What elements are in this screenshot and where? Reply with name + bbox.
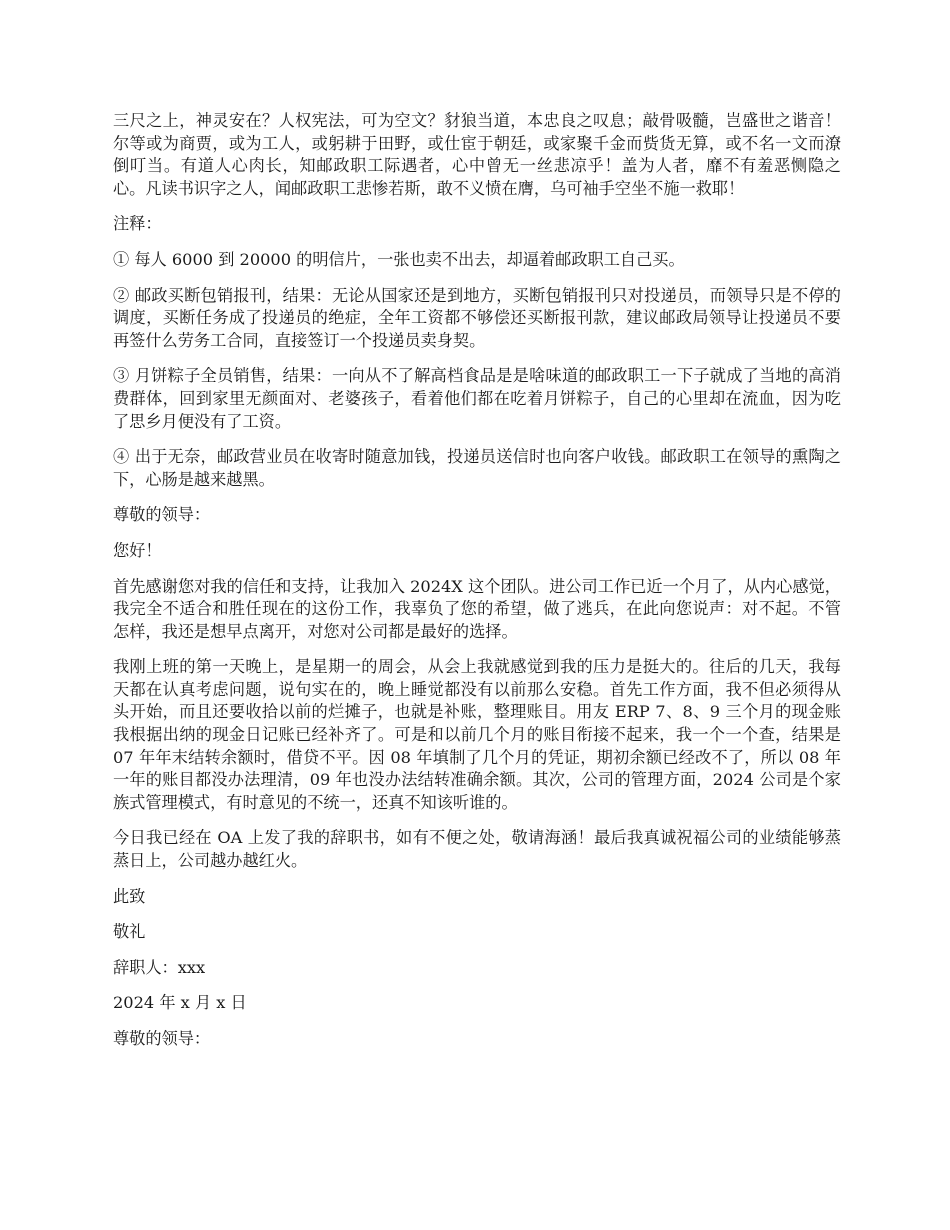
signature-name: 辞职人：xxx [113, 957, 206, 977]
greeting: 您好！ [113, 540, 162, 560]
salutation: 尊敬的领导： [113, 505, 211, 525]
note-item-2: ② 邮政买断包销报刊，结果：无论从国家还是到地方，买断包销报刊只对投递员，而领导只是不停的调度，买断任务成了投递员的绝症，全年工资都不够偿还买断报刊款，建议邮政局领导让投递员不要再签什么劳务工合同，直接签订一个投递员卖身契。 [113, 285, 841, 350]
note-item-4: ④ 出于无奈，邮政营业员在收寄时随意加钱，投递员送信时也向客户收钱。邮政职工在领导的熏陶之下，心肠是越来越黑。 [113, 447, 841, 489]
letter-body-3: 今日我已经在 OA 上发了我的辞职书，如有不便之处，敬请海涵！最后我真诚祝福公司的业绩能够蒸蒸日上，公司越办越红火。 [113, 828, 841, 871]
document-page [113, 110, 841, 1064]
closing-cizhi: 此致 [113, 886, 146, 906]
closing-jingli: 敬礼 [113, 922, 146, 942]
letter-body-2: 我刚上班的第一天晚上，是星期一的周会，从会上我就感觉到我的压力是挺大的。往后的几天，我每天都在认真考虑问题，说句实在的，晚上睡觉都没有以前那么安稳。首先工作方面，我不但必须得从头开始，而且还要收拾以前的烂摊子，也就是补账，整理账目。用友 ERP 7、8、9 三个月的现金账我根据出纳的现金日记账已经补齐了。可是和以前几个月的账目衔接不起来，我一个一个查，结果是 07 年年末结转余额时，借贷不平。因 08 年填制了几个月的凭证，期初余额已经改不了，所以 08 年一年的账目都没办法理清，09 年也没办法结转准确余额。其次，公司的管理方面，2024 公司是个家族式管理模式，有时意见的不统一，还真不知该听谁的。 [113, 657, 841, 812]
note-item-3: ③ 月饼粽子全员销售，结果：一向从不了解高档食品是是啥味道的邮政职工一下子就成了当地的高消费群体，回到家里无颜面对、老婆孩子，看着他们都在吃着月饼粽子，自己的心里却在流血，因为吃了思乡月便没有了工资。 [113, 366, 841, 431]
signature-date: 2024 年 x 月 x 日 [113, 993, 247, 1013]
paragraph-intro: 三尺之上，神灵安在？人权宪法，可为空文？豺狼当道，本忠良之叹息；敲骨吸髓，岂盛世之谐音！尔等或为商贾，或为工人，或躬耕于田野，或仕宦于朝廷，或家聚千金而赀货无算，或不名一文而潦倒叮当。有道人心肉长，知邮政职工际遇者，心中曾无一丝悲凉乎！盖为人者，靡不有羞恶恻隐之心。凡读书识字之人，闻邮政职工悲惨若斯，敢不义愤在膺，乌可袖手空坐不施一救耶！ [113, 111, 841, 198]
letter-body-1: 首先感谢您对我的信任和支持，让我加入 2024X 这个团队。进公司工作已近一个月了，从内心感觉，我完全不适合和胜任现在的这份工作，我辜负了您的希望，做了逃兵，在此向您说声：对不起。不管怎样，我还是想早点离开，对您对公司都是最好的选择。 [113, 576, 841, 641]
note-item-1: ① 每人 6000 到 20000 的明信片，一张也卖不出去，却逼着邮政职工自己买。 [113, 249, 685, 269]
notes-heading: 注释： [113, 214, 162, 234]
salutation-repeat: 尊敬的领导： [113, 1029, 211, 1048]
